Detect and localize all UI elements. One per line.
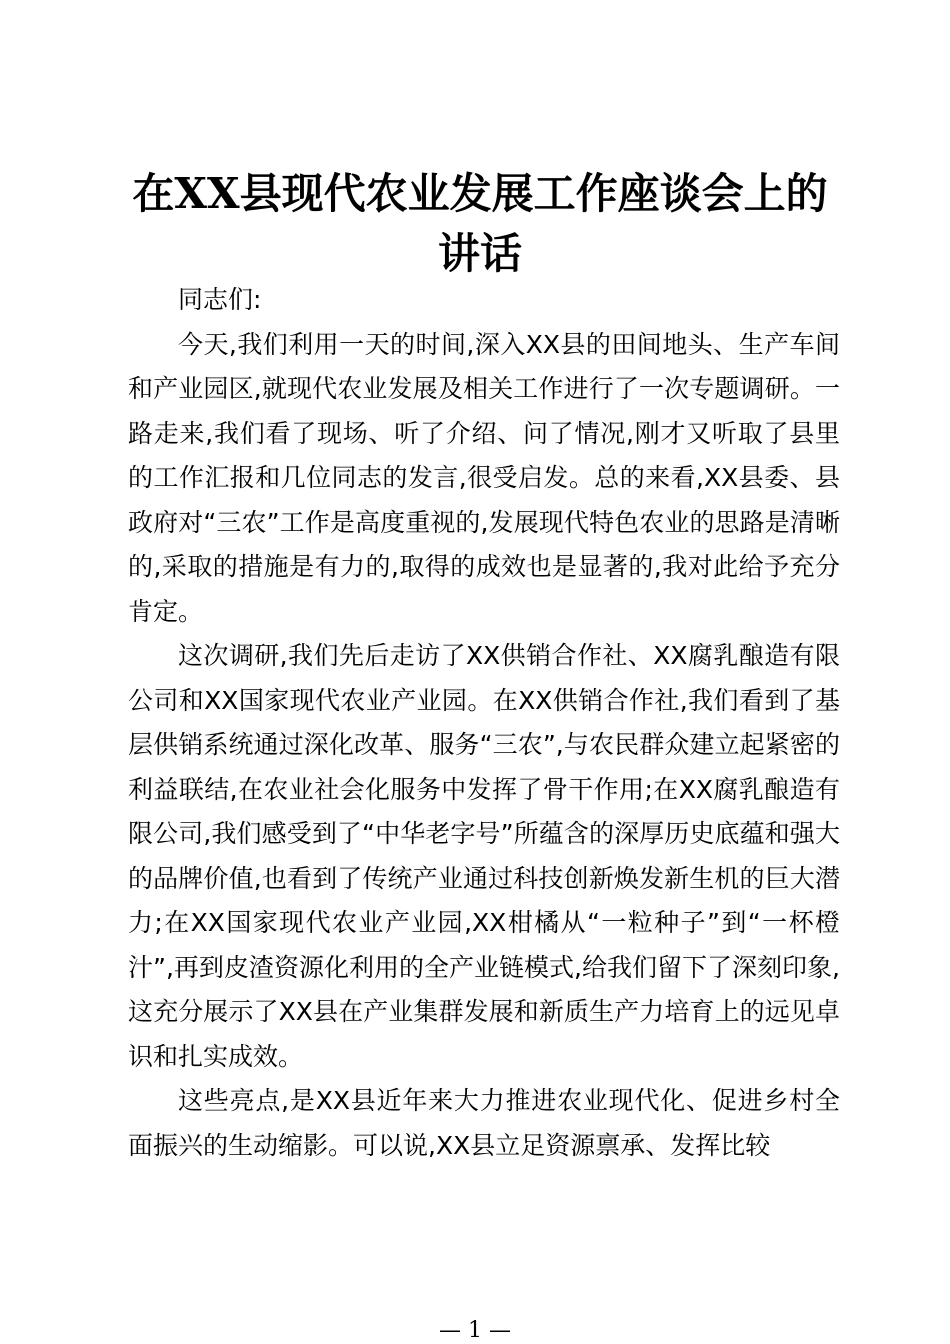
document-body — [128, 278, 840, 1168]
paragraph-2: 这次调研,我们先后走访了XX供销合作社、XX腐乳酿造有限公司和XX国家现代农业产业园。在XX供销合作社,我们看到了基层供销系统通过深化改革、服务“三农”,与农民群众建立起紧密的利益联结,在农业社会化服务中发挥了骨干作用;在XX腐乳酿造有限公司,我们感受到了“中华老字号”所蕴含的深厚历史底蕴和强大的品牌价值,也看到了传统产业通过科技创新焕发新生机的巨大潜力;在XX国家现代农业产业园,XX柑橘从“一粒种子”到“一杯橙汁”,再到皮渣资源化利用的全产业链模式,给我们留下了深刻印象,这充分展示了XX县在产业集群发展和新质生产力培育上的远见卓识和扎实成效。 — [128, 641, 840, 1071]
salutation: 同志们: — [178, 285, 262, 314]
document-title: 在XX县现代农业发展工作座谈会上的讲话 — [132, 169, 828, 278]
paragraph-3: 这些亮点,是XX县近年来大力推进农业现代化、促进乡村全面振兴的生动缩影。可以说,XX县立足资源禀承、发挥比较 — [128, 1086, 840, 1160]
paragraph-1: 今天,我们利用一天的时间,深入XX县的田间地头、生产车间和产业园区,就现代农业发展及相关工作进行了一次专题调研。一路走来,我们看了现场、听了介绍、问了情况,刚才又听取了县里的工作汇报和几位同志的发言,很受启发。总的来看,XX县委、县政府对“三农”工作是高度重视的,发展现代特色农业的思路是清晰的,采取的措施是有力的,取得的成效也是显著的,我对此给予充分肯定。 — [128, 329, 840, 626]
page-number: — 1 — — [439, 1318, 511, 1343]
